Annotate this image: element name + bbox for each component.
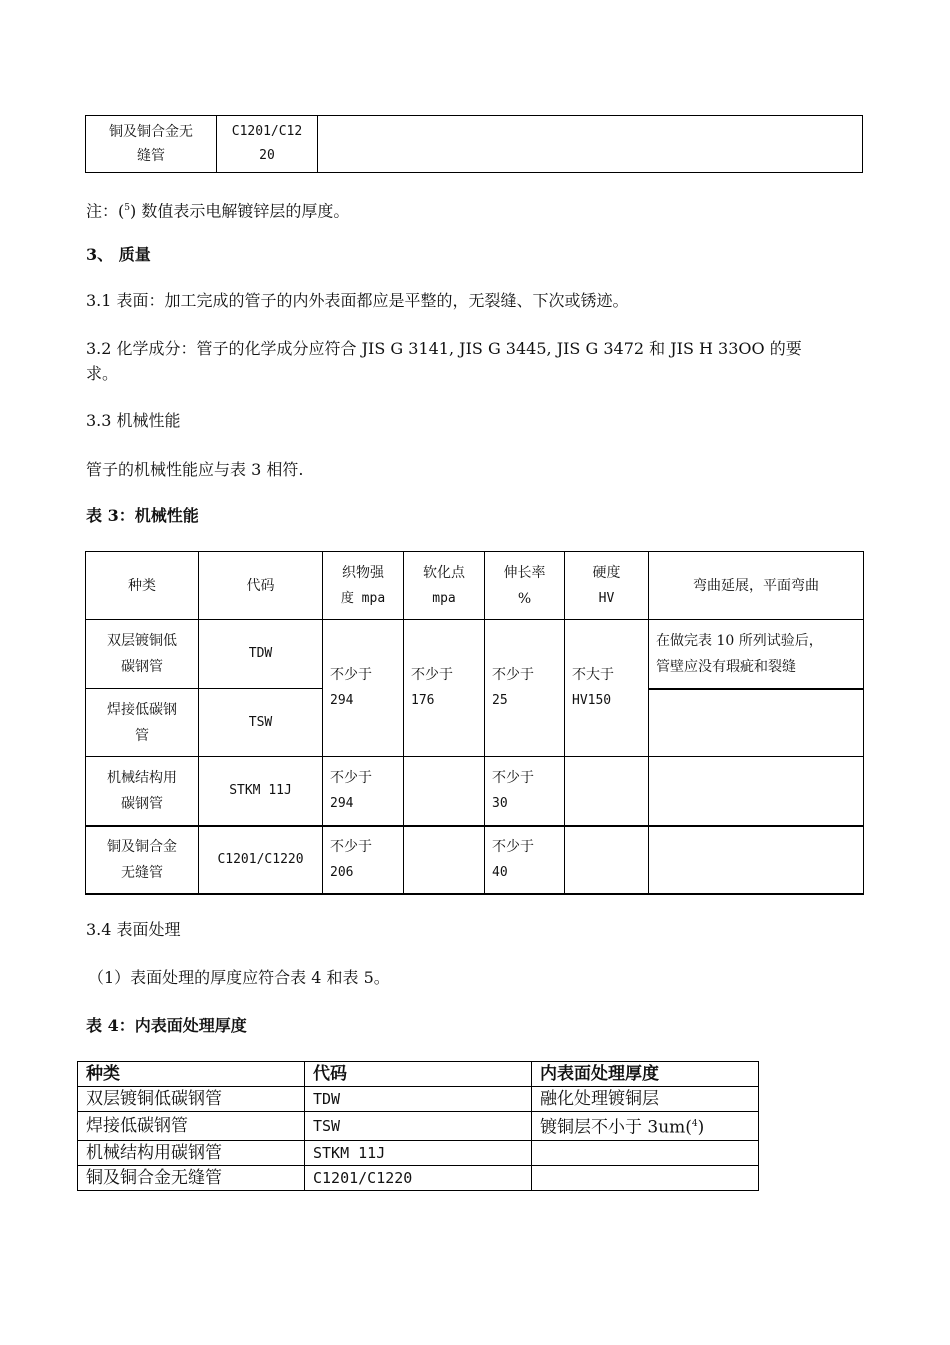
t3-r4-elong-l1: 不少于 xyxy=(492,838,534,855)
t3-header-hard xyxy=(565,552,649,620)
t4-r3-code: STKM 11J xyxy=(305,1140,532,1165)
t4-r3-kind: 机械结构用碳钢管 xyxy=(78,1140,305,1165)
note-prefix: 注：( xyxy=(86,201,125,221)
t3-r4-soft xyxy=(404,826,485,894)
t3-r12-soft-l2: 176 xyxy=(411,693,435,708)
t3-r3-kind-l2: 碳钢管 xyxy=(121,795,163,812)
top-code-line2: 20 xyxy=(259,148,275,163)
t3-r1-bend xyxy=(649,620,864,689)
t3-r2-code: TSW xyxy=(199,689,323,757)
t3-header-yield xyxy=(323,552,404,620)
t3-r4-code: C1201/C1220 xyxy=(199,826,323,894)
table3 xyxy=(85,551,864,895)
t3-r3-kind xyxy=(86,757,199,826)
t3-r12-yield xyxy=(323,620,404,757)
section3-heading: 3、 质量 xyxy=(86,245,151,264)
table3-title: 表 3：机械性能 xyxy=(86,506,199,525)
t3-header-elong-l2: % xyxy=(517,590,532,607)
top-table-code-cell xyxy=(217,116,318,173)
t3-r3-code: STKM 11J xyxy=(199,757,323,826)
note-sup: 5 xyxy=(124,203,130,213)
t4-r2-kind: 焊接低碳钢管 xyxy=(78,1112,305,1141)
t3-header-yield-l1: 织物强 xyxy=(342,564,384,581)
section33-heading: 3.3 机械性能 xyxy=(86,411,181,430)
t4-r2-sup: 4 xyxy=(691,1119,698,1129)
t3-r12-elong-l2: 25 xyxy=(492,693,508,708)
t4-r4-code: C1201/C1220 xyxy=(305,1165,532,1190)
t4-r2-thickness xyxy=(532,1112,759,1141)
t4-header-kind: 种类 xyxy=(78,1062,305,1087)
t3-r1-bend-l1: 在做完表 10 所列试验后， xyxy=(656,632,823,649)
t4-r4-thickness xyxy=(532,1165,759,1190)
t3-r4-yield-l2: 206 xyxy=(330,864,354,880)
t4-header-code: 代码 xyxy=(305,1062,532,1087)
t3-r12-elong xyxy=(485,620,565,757)
t3-header-hard-l2: HV xyxy=(598,590,615,606)
t3-r2-bend xyxy=(649,689,864,757)
t3-r3-elong-l1: 不少于 xyxy=(492,769,534,786)
t3-r4-elong-l2: 40 xyxy=(492,864,508,880)
t4-r1-thickness: 融化处理镀铜层 xyxy=(532,1087,759,1112)
t3-r4-kind xyxy=(86,826,199,894)
t3-header-soft-l2: mpa xyxy=(432,590,456,606)
note-suffix: ) 数值表示电解镀锌层的厚度。 xyxy=(129,201,350,221)
top-code-line1: C1201/C12 xyxy=(231,124,303,139)
t4-header-thickness: 内表面处理厚度 xyxy=(532,1062,759,1087)
t4-r1-code: TDW xyxy=(305,1087,532,1112)
t3-r4-elong xyxy=(485,826,565,894)
t3-r3-yield-l2: 294 xyxy=(330,795,354,811)
t3-header-soft xyxy=(404,552,485,620)
t3-r4-kind-l2: 无缝管 xyxy=(121,864,163,881)
t3-r12-hard-l1: 不大于 xyxy=(572,667,614,683)
t3-header-bend: 弯曲延展，平面弯曲 xyxy=(649,552,864,620)
t3-header-code: 代码 xyxy=(199,552,323,620)
t3-r4-yield xyxy=(323,826,404,894)
top-kind-line1: 铜及铜合金无 xyxy=(109,124,193,140)
t3-r12-hard xyxy=(565,620,649,757)
top-table-kind-cell xyxy=(86,116,217,173)
t3-r12-soft-l1: 不少于 xyxy=(411,667,453,683)
t3-header-elong xyxy=(485,552,565,620)
t3-header-kind: 种类 xyxy=(86,552,199,620)
t4-r2-code: TSW xyxy=(305,1112,532,1141)
top-table-empty-cell xyxy=(318,116,863,173)
t3-r4-yield-l1: 不少于 xyxy=(330,838,372,855)
t3-r1-kind-l1: 双层镀铜低 xyxy=(107,633,177,649)
t3-header-yield-l2: 度 mpa xyxy=(340,590,386,606)
t3-r12-hard-l2: HV150 xyxy=(572,693,612,708)
t4-r3-thickness xyxy=(532,1140,759,1165)
t3-r3-elong-l2: 30 xyxy=(492,795,508,811)
section32-line1: 3.2 化学成分：管子的化学成分应符合 JIS G 3141, JIS G 3445, JIS G 3472 和 JIS H 33OO 的要 xyxy=(86,339,802,358)
t3-r2-kind-l2: 管 xyxy=(135,727,149,744)
section34-item1: （1）表面处理的厚度应符合表 4 和表 5。 xyxy=(88,968,390,987)
t3-r3-yield xyxy=(323,757,404,826)
t3-r12-soft xyxy=(404,620,485,757)
t3-r3-hard xyxy=(565,757,649,826)
t4-r4-kind: 铜及铜合金无缝管 xyxy=(78,1165,305,1190)
t4-r1-kind: 双层镀铜低碳钢管 xyxy=(78,1087,305,1112)
section31: 3.1 表面：加工完成的管子的内外表面都应是平整的，无裂缝、下次或锈迹。 xyxy=(86,291,629,310)
t3-r1-bend-l2: 管壁应没有瑕疵和裂缝 xyxy=(656,658,796,675)
t3-r3-elong xyxy=(485,757,565,826)
t3-header-soft-l1: 软化点 xyxy=(423,564,465,581)
t3-r4-bend xyxy=(649,826,864,894)
t3-r12-yield-l2: 294 xyxy=(330,693,354,708)
t3-header-elong-l1: 伸长率 xyxy=(503,564,546,581)
top-kind-line2: 缝管 xyxy=(137,148,165,164)
table4 xyxy=(77,1061,759,1191)
table4-title: 表 4：内表面处理厚度 xyxy=(86,1016,247,1035)
t3-r3-yield-l1: 不少于 xyxy=(330,769,372,786)
t3-r1-kind-l2: 碳钢管 xyxy=(121,659,163,675)
section32-line2: 求。 xyxy=(86,364,119,383)
t3-r4-hard xyxy=(565,826,649,894)
t3-r2-kind-l1: 焊接低碳钢 xyxy=(107,701,177,718)
t3-header-hard-l1: 硬度 xyxy=(592,564,621,581)
t4-r2-sup-close: ) xyxy=(697,1117,705,1138)
t3-r12-yield-l1: 不少于 xyxy=(330,667,372,683)
t3-r12-elong-l1: 不少于 xyxy=(492,667,534,683)
t4-r2-thickness-text: 镀铜层不小于 3um( xyxy=(540,1117,692,1138)
t3-r1-kind xyxy=(86,620,199,689)
t3-r3-bend xyxy=(649,757,864,826)
t3-r3-soft xyxy=(404,757,485,826)
top-table xyxy=(85,115,863,173)
t3-r2-kind xyxy=(86,689,199,757)
note xyxy=(86,196,349,223)
section33-text: 管子的机械性能应与表 3 相符. xyxy=(86,460,304,479)
section34-heading: 3.4 表面处理 xyxy=(86,920,181,939)
t3-r4-kind-l1: 铜及铜合金 xyxy=(107,838,177,855)
t3-r3-kind-l1: 机械结构用 xyxy=(107,769,177,786)
t3-r1-code: TDW xyxy=(199,620,323,689)
